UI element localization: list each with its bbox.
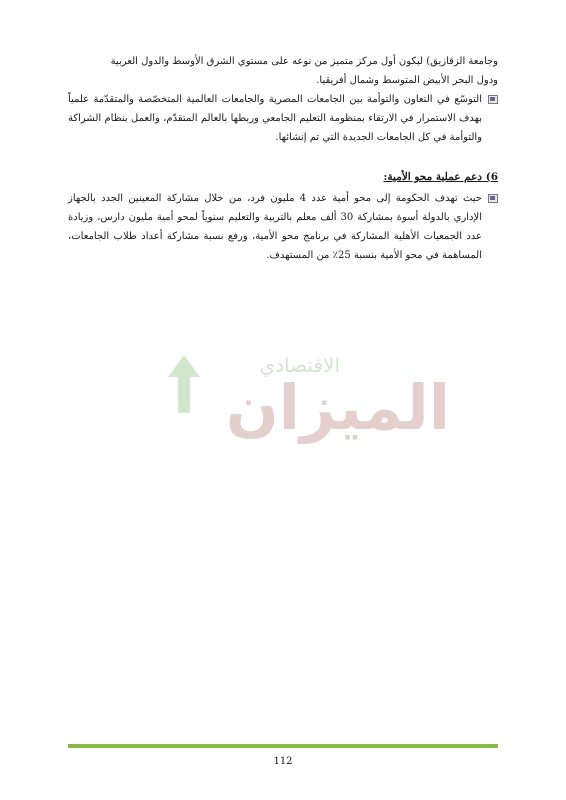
bullet-text: التوسّع في التعاون والتوأمة بين الجامعات المصرية والجامعات العالمية المتخصّصة والمتقدّمة علمياً بهدف الاستمرار في الارتقاء بمنظومة التعليم الجامعي وربطها بالعالم المتقدّم، والعمل بنظام الشراكة والتوأمة في كل الجامعات الجديدة التي تم إنشائها. <box>68 94 482 143</box>
bullet-image-icon <box>488 95 498 104</box>
page-number: 112 <box>273 756 293 767</box>
footer-divider <box>68 744 498 748</box>
bullet-item <box>68 90 498 147</box>
bullet-text: حيث تهدف الحكومة إلى محو أمية عدد 4 مليون فرد، من خلال مشاركة المعينين الجدد بالجهاز الإداري بالدولة أسوة بمشاركة 30 ألف معلم بالتربية والتعليم سنوياً لمحو أمية مليون دارس، وزيادة عدد الجمعيات الأهلية المشاركة في برنامج محو الأمية، ورفع نسبة مشاركة أعداد طلاب الجامعات، المساهمة في محو الأمية بنسبة 25٪ من المستهدف. <box>68 193 482 261</box>
bullet-item <box>68 189 498 265</box>
arrow-up-icon <box>164 355 204 415</box>
watermark-subtitle: الاقتصادي <box>259 353 340 377</box>
watermark-logo <box>120 345 450 455</box>
intro-line-1: وجامعة الزقازيق) ليكون أول مركز متميز من نوعه على مستوي الشرق الأوسط والدول العربية <box>110 56 498 67</box>
body-text <box>68 52 498 265</box>
section-heading: 6) دعم عملية محو الأمية: <box>383 171 498 183</box>
intro-line-2: ودول البحر الأبيض المتوسط وشمال أفريقيا. <box>316 75 498 86</box>
bullet-image-icon <box>488 194 498 203</box>
watermark-title: الميزان <box>225 371 450 444</box>
